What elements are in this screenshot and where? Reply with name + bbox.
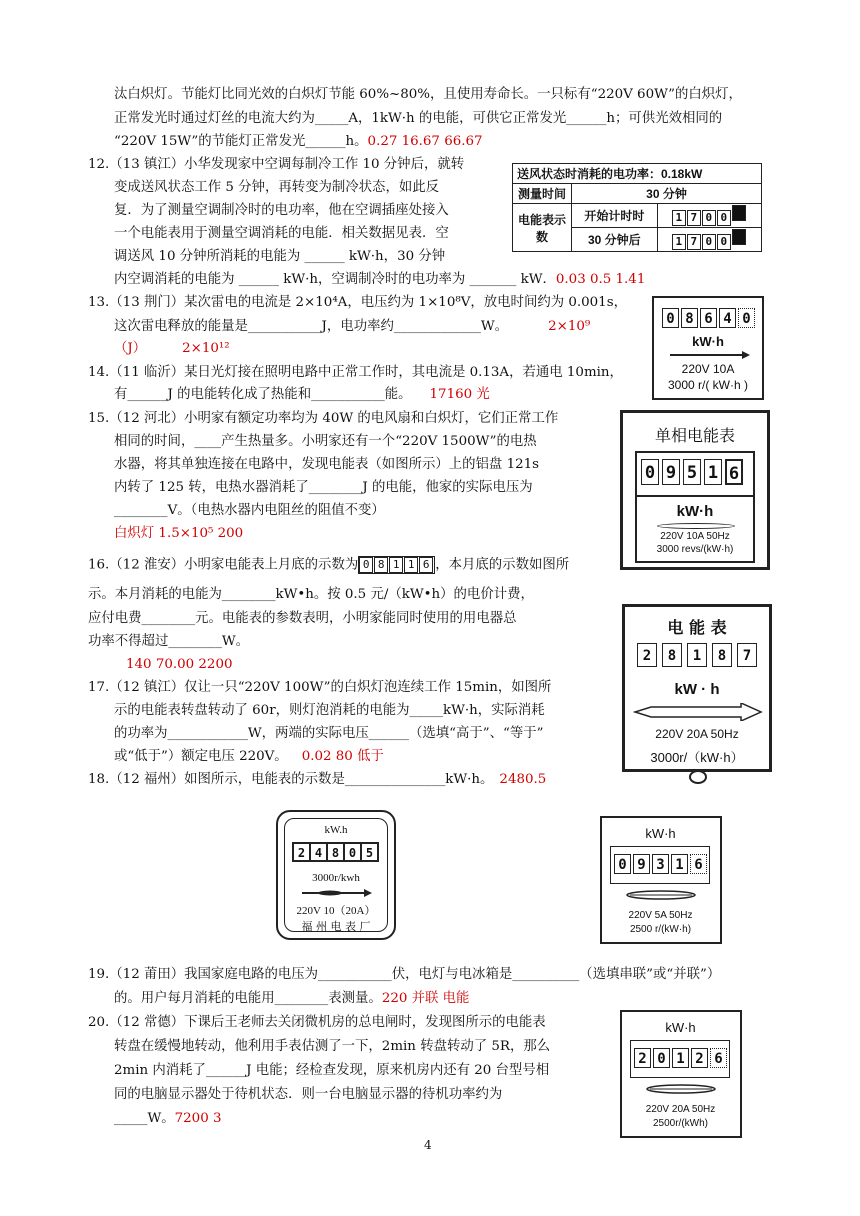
q12-table-start-digits [657,204,761,228]
q17-line1: 17.（12 镇江）仅让一只“220V 100W”的白炽灯泡连续工作 15min，如图所 [88,680,552,695]
meter-disc-icon [657,523,735,529]
q15-meter [620,410,770,570]
q13-answer1: 2×10⁹ [548,319,591,334]
q16-line1-text-a: 16.（12 淮安）小明家电能表上月底的示数为 [88,557,359,573]
q12-line3: 复．为了测量空调制冷时的电功率，他在空调插座处接入 [114,203,449,218]
q16-meter-spec1: 220V 20A 50Hz [655,727,739,741]
q20-line5 [114,1110,222,1128]
q20-line3: 2min 内消耗了______J 电能；经检查发现，原来机房内还有 20 台型号相 [114,1063,550,1078]
digit: 8 [374,557,388,573]
q20-answer: 7200 3 [174,1111,222,1126]
q15-meter-panel [635,497,755,563]
q14-meter-digits [662,308,755,328]
q18-meter-spec: 220V 10（20A） [296,905,376,917]
dark-digit-box [732,205,746,221]
q14-meter-unit: kW·h [692,334,724,349]
digit: 6 [690,854,707,874]
q16-line1-text-b: ，本月底的示数如图所 [435,557,570,573]
q13-unit: （J） [114,341,147,356]
digit: 9 [633,854,650,874]
q20-meter-unit: kW·h [665,1020,696,1035]
digit: 8 [681,308,698,328]
digit: 1 [671,854,688,874]
digit: 5 [683,459,701,485]
q12-table-after-label: 30 分钟后 [572,228,658,252]
q14-meter [652,296,764,400]
dark-digit-box [732,229,746,245]
q17-line4 [114,748,384,766]
q15-meter-spec1: 220V 10A 50Hz [660,531,730,542]
q18-line1-text: 18.（12 福州）如图所示，电能表的示数是_______________kW·h。 [88,772,494,787]
q11-line3 [114,133,483,151]
q15-meter-window [635,451,755,497]
q12-line1: 12.（13 镇江）小华发现家中空调每制冷工作 10 分钟后，就转 [88,157,465,172]
q20-line5-text: _____W。 [114,1111,175,1126]
q13-line2-text: 这次雷电释放的能量是___________J，电功率约_____________W。 [114,319,509,334]
q12-answer: 0.03 0.5 1.41 [555,272,646,287]
q17-line3: 的功率为____________W，两端的实际电压______（选填“高于”、“等于” [114,726,544,741]
q20-meter-spec1: 220V 20A 50Hz [645,1104,716,1115]
digit: 5 [361,843,378,861]
digit: 0 [359,557,373,573]
q16-meter-title: 电 能 表 [667,618,727,637]
q19-answer: 220 并联 电能 [381,991,470,1006]
q19-line1: 19.（12 莆田）我国家庭电路的电压为___________伏，电灯与电冰箱是__________（选填串联”或“并联”） [88,967,721,982]
q18-meter-maker: 福 州 电 表 厂 [301,920,371,933]
digit: 6 [710,1048,727,1068]
page-number: 4 [424,1138,432,1152]
digit: 1 [687,643,707,667]
q19-meter-unit: kW·h [645,826,676,841]
digit: 6 [700,308,717,328]
q12-line6 [114,271,645,289]
q18-meter [276,810,396,940]
digit: 4 [310,843,327,861]
q14-meter-spec2: 3000 r/( kW·h ) [667,378,748,392]
q16-line1 [88,556,569,575]
q12-data-table [512,163,762,252]
q15-meter-unit: kW·h [676,503,714,520]
q12-table-start-label: 开始计时时 [572,204,658,228]
q11-line1: 汰白炽灯。节能灯比同光效的白炽灯节能 60%~80%，且使用寿命长。一只标有“220V 60W”的白炽灯， [114,87,742,102]
digit: 0 [738,308,755,328]
digit: 7 [737,643,757,667]
digit: 8 [712,643,732,667]
q14-answer: 17160 光 [429,387,490,402]
q19-line2-text: 的。用户每月消耗的电能用________表测量。 [114,991,382,1006]
digit: 1 [672,210,686,226]
digit: 0 [702,234,716,250]
digit: 0 [702,210,716,226]
q19-line2 [114,990,469,1008]
digit: 0 [641,459,659,485]
q12-table-after-digits [657,228,761,252]
q16-answer: 140 70.00 2200 [126,657,233,672]
meter-disc-icon [644,1082,718,1096]
q17-line4-text: 或“低于”）额定电压 220V。 [114,749,288,764]
digit: 1 [672,1048,689,1068]
digit: 0 [344,843,361,861]
digit: 2 [293,843,310,861]
q19-meter-digits [614,854,707,874]
q15-meter-digits [641,459,743,485]
digit: 0 [717,234,731,250]
q19-meter-spec2: 2500 r/(kW·h) [629,924,692,935]
q20-line4: 同的电脑显示器处于待机状态．则一台电脑显示器的待机功率约为 [114,1087,503,1102]
q12-line6-text: 内空调消耗的电能为 ______ kW·h，空调制冷时的电功率为 _______ kW． [114,272,556,287]
digit: 6 [419,557,433,573]
digit: 8 [662,643,682,667]
digit: 1 [672,234,686,250]
digit: 8 [327,843,344,861]
q17-line2: 示的电能表转盘转动了 60r，则灯泡消耗的电能为_____kW·h，实际消耗 [114,703,545,718]
digit: 0 [717,210,731,226]
q14-meter-spec1: 220V 10A [681,362,735,376]
q12-table-header: 送风状态时消耗的电功率：0.18kW [513,164,762,184]
q15-line5: ________V。（电热水器内电阻丝的阻值不变） [114,503,385,518]
q11-line2: 正常发光时通过灯丝的电流大约为_____A，1kW·h 的电能，可供它正常发光______h；可供光效相同的 [114,111,723,126]
q13-line3 [114,340,230,358]
q15-line1: 15.（12 河北）小明家有额定功率均为 40W 的电风扇和白炽灯，它们正常工作 [88,411,559,426]
q11-answer: 0.27 16.67 66.67 [367,134,483,149]
q20-meter-spec2: 2500r/(kWh) [652,1118,708,1129]
q19-meter-spec1: 220V 5A 50Hz [628,910,693,921]
q18-meter-digits [292,842,379,862]
meter-arrow-icon [633,703,763,721]
q12-line4: 一个电能表用于测量空调消耗的电能．相关数据见表．空 [114,226,449,241]
q14-line2 [114,386,490,404]
digit: 1 [389,557,403,573]
digit: 6 [725,459,743,485]
q16-meter [622,604,772,772]
q19-meter-window [610,846,710,884]
digit: 2 [637,643,657,667]
q13-line2 [114,318,590,336]
q20-line1: 20.（12 常德）下课后王老师去关闭微机房的总电闸时，发现图所示的电能表 [88,1015,546,1030]
q16-line2: 示。本月消耗的电能为________kW•h。按 0.5 元/（kW•h）的电价计费， [88,587,534,602]
digit: 3 [652,854,669,874]
digit: 0 [653,1048,670,1068]
q17-answer: 0.02 80 低于 [301,749,384,764]
digit: 1 [704,459,722,485]
digit: 7 [687,210,701,226]
q18-line1 [88,771,546,789]
q15-line3: 水器，将其单独连接在电路中，发现电能表（如图所示）上的铝盘 121s [114,457,540,472]
q12-table-time-value: 30 分钟 [572,184,762,204]
q20-meter-digits [634,1048,727,1068]
q14-line1: 14.（11 临沂）某日光灯接在照明电路中正常工作时，其电流是 0.13A，若通电 10min， [88,365,623,380]
digit: 0 [614,854,631,874]
q16-line3: 应付电费________元。电能表的参数表明，小明家能同时使用的用电器总 [88,611,517,626]
digit: 7 [687,234,701,250]
q20-meter-window [630,1040,730,1078]
q20-meter [620,1010,742,1138]
digit: 1 [404,557,418,573]
q16-meter-digits [637,643,757,667]
q15-line2: 相同的时间，____产生热量多。小明家还有一个“220V 1500W”的电热 [114,434,537,449]
q15-answer: 白炽灯 1.5×10⁵ 200 [114,526,244,541]
q18-meter-rate: 3000r/kwh [312,872,360,884]
q15-meter-title: 单相电能表 [654,426,735,445]
meter-disc-icon [624,888,698,902]
q12-line2: 变成送风状态工作 5 分钟，再转变为制冷状态，如此反 [114,180,440,195]
q12-line5: 调送风 10 分钟所消耗的电能为 ______ kW·h，30 分钟 [114,249,446,264]
digit: 2 [634,1048,651,1068]
q16-meter-unit: kW · h [674,681,720,698]
q13-line1: 13.（13 荆门）某次雷电的电流是 2×10⁴A，电压约为 1×10⁸V，放电时间约为 0.001s， [88,295,627,310]
q20-line2: 转盘在缓慢地转动，他利用手表估测了一下，2min 转盘转动了 5R，那么 [114,1039,551,1054]
q18-meter-unit: kW.h [324,824,348,836]
digit: 9 [662,459,680,485]
digit: 4 [719,308,736,328]
q11-line3-text: “220V 15W”的节能灯正常发光______h。 [114,134,368,149]
meter-arrow-icon [668,350,752,360]
q19-meter [600,816,722,944]
digit: 2 [691,1048,708,1068]
q14-line2-text: 有______J 的电能转化成了热能和___________能。 [114,387,412,402]
q18-answer: 2480.5 [499,772,547,787]
q12-table-reading-label: 电能表示数 [513,204,572,252]
q16-meter-spec2: 3000r/（kW·h） [650,750,744,765]
meter-screw-icon [689,770,707,784]
q15-line4: 内转了 125 转，电热水器消耗了________J 的电能，他家的实际电压为 [114,480,533,495]
meter-arrow-icon [300,889,374,897]
q16-line4: 功率不得超过________W。 [88,634,250,649]
q13-answer2: 2×10¹² [182,341,230,356]
q12-table-time-label: 测量时间 [513,184,572,204]
q15-meter-spec2: 3000 revs/(kW·h) [656,544,734,555]
digit: 0 [662,308,679,328]
q16-inline-reading [358,556,435,574]
